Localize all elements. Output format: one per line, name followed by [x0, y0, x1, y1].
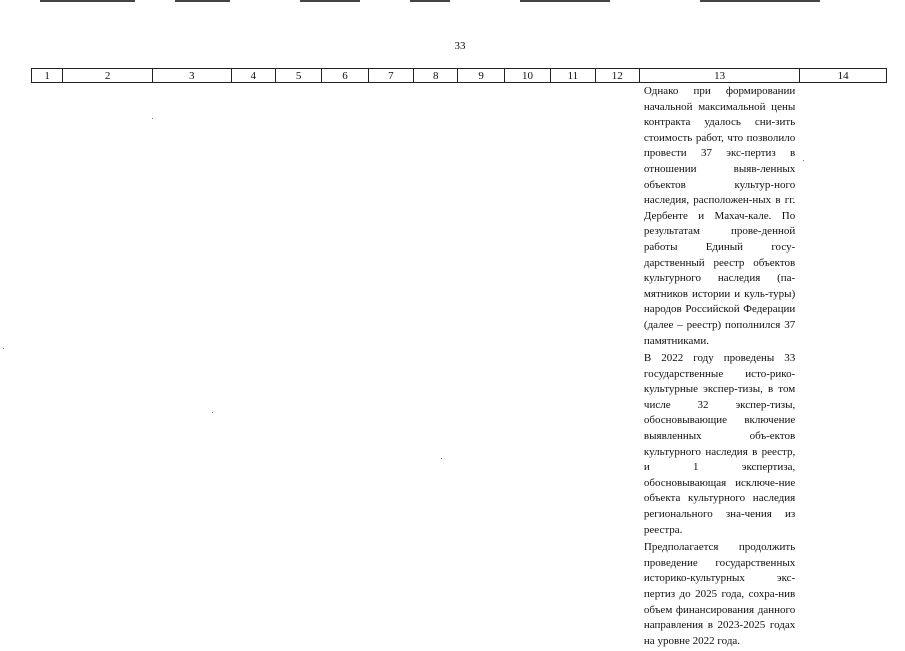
table-cell-14 — [800, 83, 887, 651]
scan-speck — [3, 348, 4, 349]
scan-speck — [152, 118, 153, 119]
column-header-1: 1 — [32, 69, 63, 83]
column-header-12: 12 — [595, 69, 639, 83]
column-header-7: 7 — [368, 69, 413, 83]
scan-speck — [803, 160, 804, 161]
table-cell-1 — [32, 83, 63, 651]
column-header-4: 4 — [231, 69, 275, 83]
table-cell-10 — [504, 83, 550, 651]
column-header-6: 6 — [322, 69, 368, 83]
paragraph-2022-expertises: В 2022 году проведены 33 государственные исто-рико-культурные экспер-тизы, в том числе 32 экспер-тизы, обосновывающие включение выявленных объ-ектов культурного наследия в реестр, и 1 экспертиза, обосновывающая исключе-ние объекта культурного наследия регионального зна-чения из реестра. — [644, 351, 795, 538]
column-header-11: 11 — [551, 69, 595, 83]
scan-speck — [212, 412, 213, 413]
document-table — [31, 68, 887, 651]
table-row — [32, 83, 887, 651]
column-header-5: 5 — [275, 69, 321, 83]
paragraph-plan-2025: Предполагается продолжить проведение государственных историко-культурных экс-пертиз до 2025 года, сохра-нив объем финансирования данного направления в 2023-2025 годах на уровне 2022 года. — [644, 540, 795, 649]
table-cell-3 — [152, 83, 231, 651]
table-cell-11 — [551, 83, 595, 651]
column-number-row — [32, 69, 887, 83]
table-cell-4 — [231, 83, 275, 651]
table-cell-13 — [639, 83, 799, 651]
paragraph-expertise-results: Однако при формировании начальной максимальной цены контракта удалось сни-зить стоимость работ, что позволило провести 37 экс-пертиз в отношении выяв-ленных объектов культур-ного наследия, расположен-ных в гг. Дербенте и Махач-кале. По результатам прове-денной работы Единый госу-дарственный реестр объектов культурного наследия (па-мятников истории и куль-туры) народов Российской Федерации (далее – реестр) пополнился 37 памятниками. — [644, 84, 795, 349]
column-header-9: 9 — [458, 69, 504, 83]
column-header-8: 8 — [414, 69, 458, 83]
column-header-13: 13 — [639, 69, 799, 83]
table-cell-7 — [368, 83, 413, 651]
table-cell-9 — [458, 83, 504, 651]
column-header-3: 3 — [152, 69, 231, 83]
scan-speck — [441, 458, 442, 459]
table-cell-12 — [595, 83, 639, 651]
table-cell-8 — [414, 83, 458, 651]
column-header-2: 2 — [63, 69, 153, 83]
table-cell-6 — [322, 83, 368, 651]
column-header-10: 10 — [504, 69, 550, 83]
table-cell-2 — [63, 83, 153, 651]
page-number: 33 — [440, 40, 480, 52]
column-header-14: 14 — [800, 69, 887, 83]
scan-edge-marks — [0, 0, 905, 2]
table-cell-5 — [275, 83, 321, 651]
